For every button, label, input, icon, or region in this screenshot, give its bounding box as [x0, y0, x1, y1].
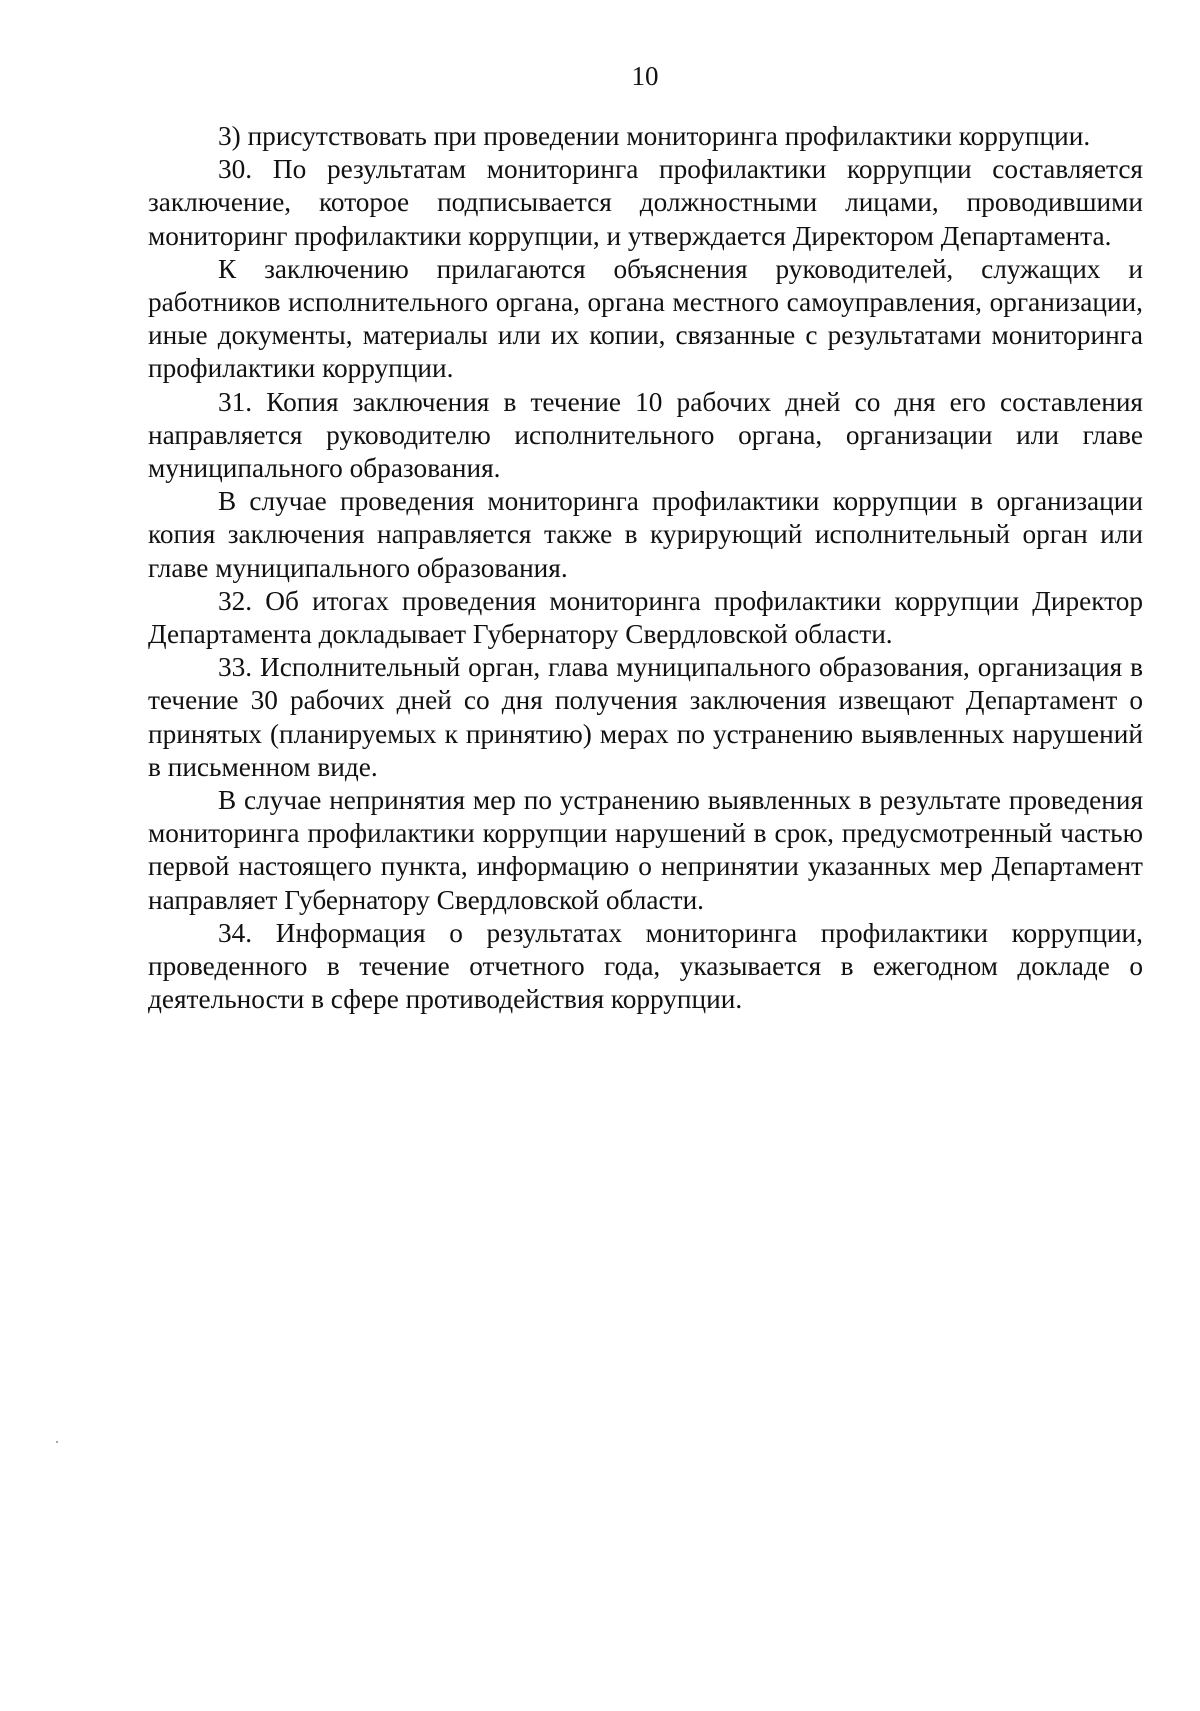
paragraph-clause-31-organization: В случае проведения мониторинга профилактики коррупции в организации копия заключения направляется также в курирующий исполнительный орган или главе муниципального образования.: [148, 486, 1143, 583]
paragraph-clause-30: 30. По результатам мониторинга профилактики коррупции составляется заключение, которое подписывается должностными лицами, проводившими мониторинг профилактики коррупции, и утверждается Директором Департамента.: [148, 154, 1143, 251]
paragraph-clause-33: 33. Исполнительный орган, глава муниципального образования, организация в течение 30 рабочих дней со дня получения заключения извещают Департамент о принятых (планируемых к принятию) мерах по устранению выявленных нарушений в письменном виде.: [148, 652, 1143, 782]
paragraph-item-3: 3) присутствовать при проведении мониторинга профилактики коррупции.: [218, 121, 1091, 151]
paragraph-clause-33-noncompliance: В случае непринятия мер по устранению выявленных в результате проведения мониторинга профилактики коррупции нарушений в срок, предусмотренный частью первой настоящего пункта, информацию о непринятии указанных мер Департамент направляет Губернатору Свердловской области.: [148, 785, 1143, 915]
scan-speck: [56, 1441, 58, 1443]
paragraph-clause-30-attachments: К заключению прилагаются объяснения руководителей, служащих и работников исполнительного органа, органа местного самоуправления, организации, иные документы, материалы или их копии, связанные с результатами мониторинга профилактики коррупции.: [148, 253, 1143, 384]
paragraph-clause-34: 34. Информация о результатах мониторинга профилактики коррупции, проведенного в течение отчетного года, указывается в ежегодном докладе о деятельности в сфере противодействия коррупции.: [148, 917, 1143, 1015]
paragraph-clause-32: 32. Об итогах проведения мониторинга профилактики коррупции Директор Департамента докладывает Губернатору Свердловской области.: [148, 585, 1143, 650]
document-body: [148, 120, 1143, 1016]
paragraph-clause-31: 31. Копия заключения в течение 10 рабочих дней со дня его составления направляется руководителю исполнительного органа, организации или главе муниципального образования.: [148, 386, 1143, 484]
page-number: 10: [631, 61, 659, 91]
